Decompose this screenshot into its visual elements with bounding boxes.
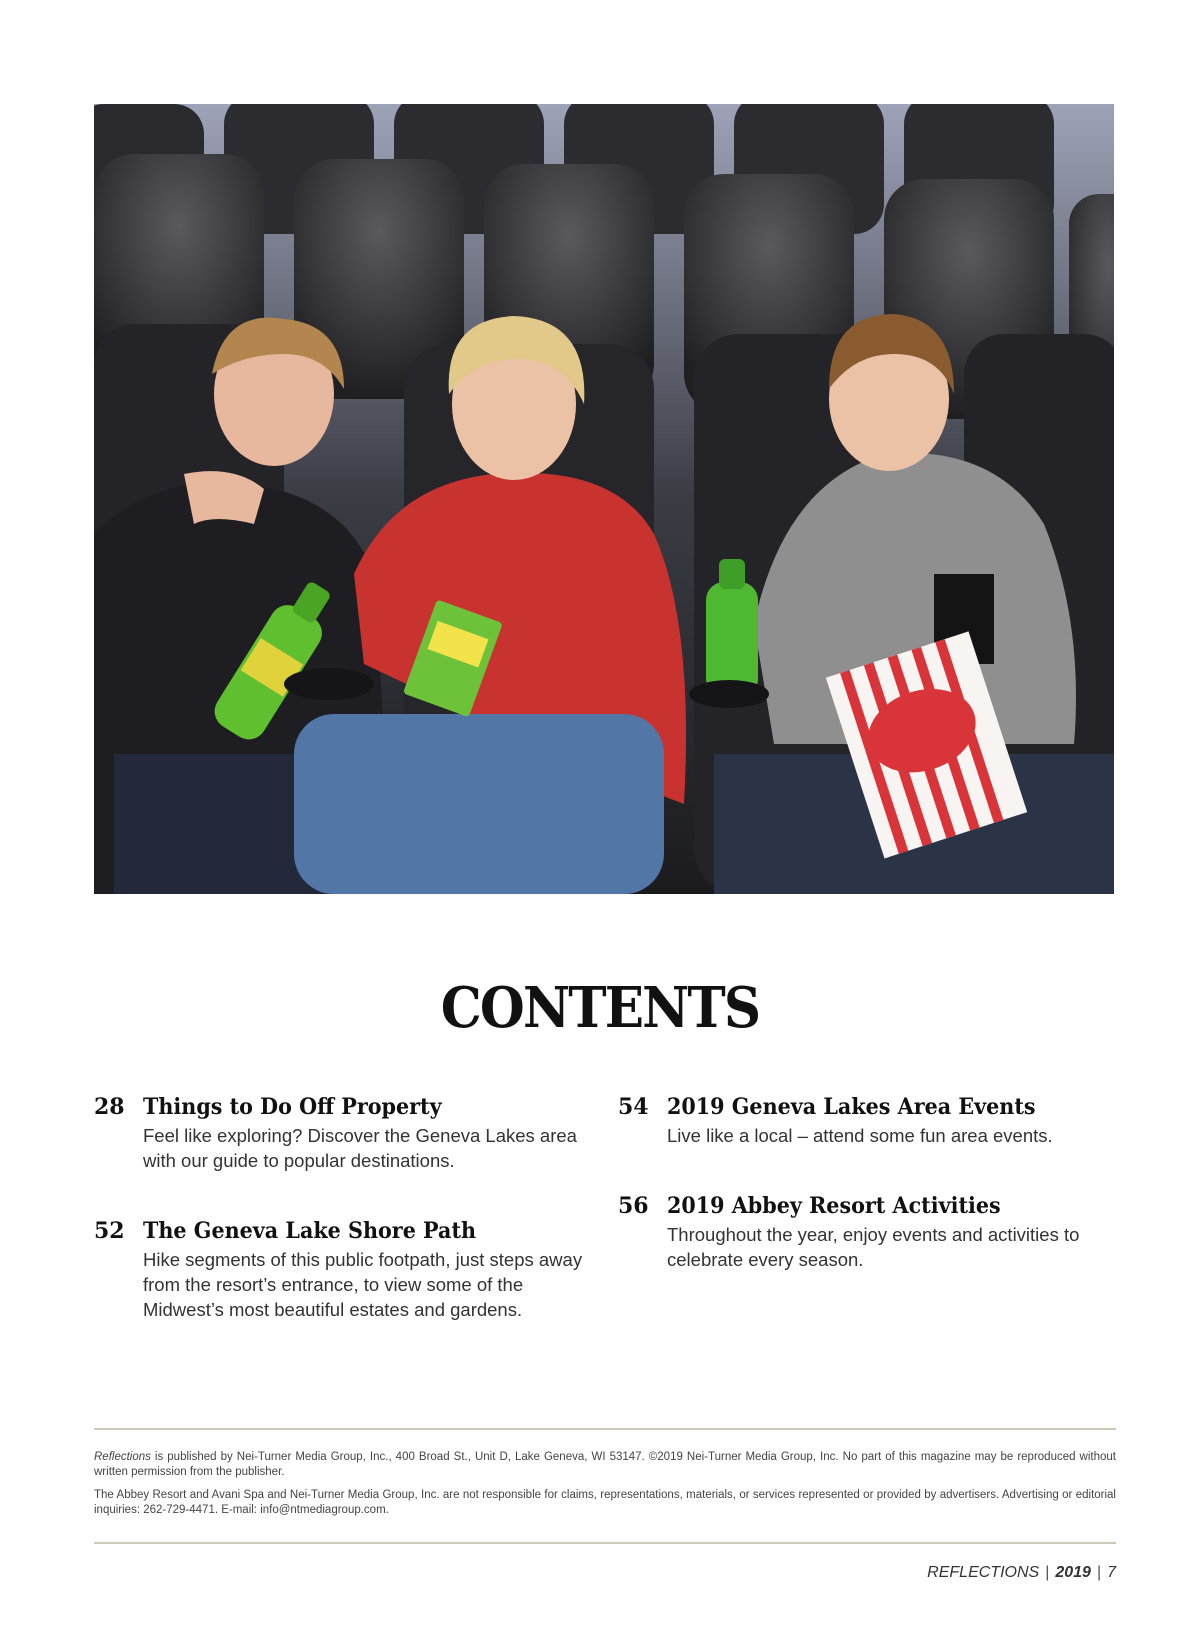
entry-description: Throughout the year, enjoy events and activities to celebrate every season. xyxy=(667,1224,1080,1270)
entry-title: The Geneva Lake Shore Path xyxy=(143,1218,477,1244)
entry-description: Feel like exploring? Discover the Geneva Lakes area with our guide to popular destinations. xyxy=(143,1125,577,1171)
theater-kids-illustration xyxy=(94,104,1114,894)
entry-description: Live like a local – attend some fun area events. xyxy=(667,1125,1053,1146)
footer-divider xyxy=(94,1542,1116,1544)
page-folio xyxy=(927,1563,1116,1583)
entry-description: Hike segments of this public footpath, just steps away from the resort’s entrance, to view some of the Midwest’s most beautiful estates and gardens. xyxy=(143,1249,583,1320)
folio-magazine: REFLECTIONS xyxy=(927,1564,1040,1581)
folio-page-number: 7 xyxy=(1107,1564,1116,1581)
folio-separator: | xyxy=(1045,1564,1050,1581)
folio-year: 2019 xyxy=(1055,1564,1091,1581)
entry-page-number: 56 xyxy=(618,1193,649,1219)
entry-page-number: 54 xyxy=(618,1094,649,1120)
entry-title: 2019 Abbey Resort Activities xyxy=(667,1193,1001,1219)
contents-heading: CONTENTS xyxy=(440,975,760,1041)
hero-photo xyxy=(94,104,1114,894)
entry-page-number: 52 xyxy=(94,1218,125,1244)
folio-separator: | xyxy=(1096,1564,1102,1581)
entry-page-number: 28 xyxy=(94,1094,125,1120)
entry-title: 2019 Geneva Lakes Area Events xyxy=(667,1094,1036,1120)
entry-title: Things to Do Off Property xyxy=(143,1094,442,1120)
liability-notice: The Abbey Resort and Avani Spa and Nei-Turner Media Group, Inc. are not responsible for claims, representations, materials, or services represented or provided by advertisers. Advertising or editorial inquiries: 262-729-4471. E-mail: info@ntmediagroup.com. xyxy=(94,1489,1116,1516)
footer-divider xyxy=(94,1428,1116,1430)
publisher-notice xyxy=(94,1450,1116,1479)
publication-name: Reflections xyxy=(94,1451,151,1463)
publisher-notice-text: is published by Nei-Turner Media Group, Inc., 400 Broad St., Unit D, Lake Geneva, WI 53147. ©2019 Nei-Turner Media Group, Inc. No part of this magazine may be reproduced without written permission from the publisher. xyxy=(94,1451,1116,1478)
